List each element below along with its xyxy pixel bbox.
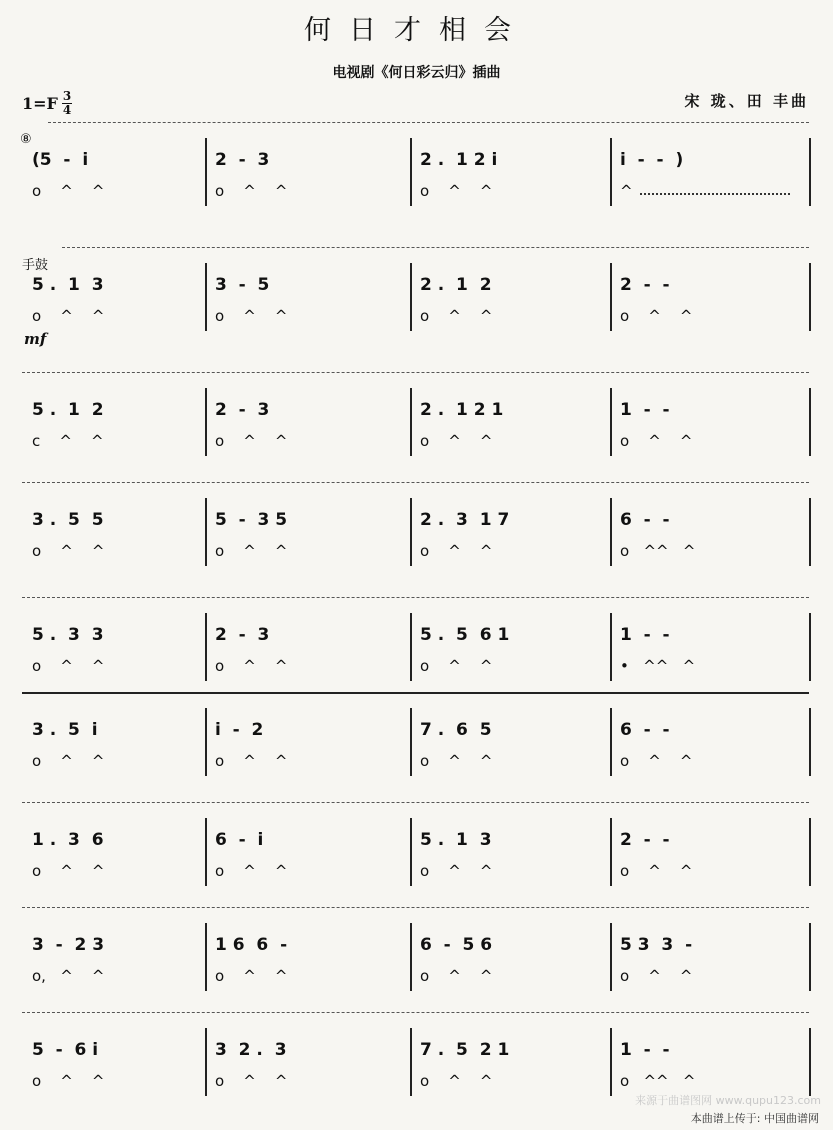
measure-strokes: o ^ ^ xyxy=(620,307,693,325)
dynamic-marking: mf xyxy=(24,330,47,348)
measure-strokes: o ^ ^ xyxy=(420,967,493,985)
measure-strokes: o ^ ^ xyxy=(32,1072,105,1090)
bar-line xyxy=(809,1028,811,1096)
measure-strokes: o ^ ^ xyxy=(215,1072,288,1090)
bar-line xyxy=(610,613,612,681)
bar-line xyxy=(809,498,811,566)
measure-strokes: o ^ ^ xyxy=(32,307,105,325)
bar-line xyxy=(205,818,207,886)
bar-line xyxy=(205,138,207,206)
measure-notes: 2 . 1 2 i xyxy=(420,150,498,170)
measure-strokes: o ^ ^ xyxy=(420,542,493,560)
bar-line xyxy=(410,923,412,991)
measure-notes: 3 - 5 xyxy=(215,275,270,295)
measure-strokes: o ^ ^ xyxy=(420,182,493,200)
bar-line xyxy=(410,263,412,331)
bar-line xyxy=(809,613,811,681)
measure-notes: 5 . 1 2 xyxy=(32,400,104,420)
measure-notes: 7 . 5 2 1 xyxy=(420,1040,510,1060)
bar-line xyxy=(410,388,412,456)
measure-strokes: o ^ ^ xyxy=(215,307,288,325)
bar-line xyxy=(809,388,811,456)
measure-strokes: o ^ ^ xyxy=(215,432,288,450)
staff-row xyxy=(22,500,812,572)
measure-strokes: o ^^ ^ xyxy=(620,542,696,560)
measure-strokes: • ^^ ^ xyxy=(620,657,696,675)
measure-notes: 1 . 3 6 xyxy=(32,830,104,850)
bar-line xyxy=(205,923,207,991)
measure-notes: 1 - - xyxy=(620,625,670,645)
key-signature xyxy=(22,90,72,117)
bar-line xyxy=(809,708,811,776)
measure-notes: 2 - - xyxy=(620,830,670,850)
measure-strokes: o ^ ^ xyxy=(215,862,288,880)
measure-strokes: c ^ ^ xyxy=(32,432,104,450)
measure-notes: 5 - 6 i xyxy=(32,1040,99,1060)
bar-line xyxy=(205,498,207,566)
measure-strokes: ^ xyxy=(620,182,633,200)
song-subtitle: 电视剧《何日彩云归》插曲 xyxy=(332,65,501,81)
bar-line xyxy=(410,138,412,206)
staff-line xyxy=(22,482,809,483)
measure-strokes: o ^ ^ xyxy=(32,182,105,200)
measure-strokes: o ^^ ^ xyxy=(620,1072,696,1090)
measure-strokes: o ^ ^ xyxy=(215,752,288,770)
measure-notes: 2 - 3 xyxy=(215,150,270,170)
bar-line xyxy=(410,498,412,566)
staff-row xyxy=(22,925,812,997)
measure-strokes: o ^ ^ xyxy=(620,862,693,880)
bar-line xyxy=(410,1028,412,1096)
staff-line xyxy=(22,907,809,908)
staff-line xyxy=(22,1012,809,1013)
staff-line xyxy=(62,247,809,248)
staff-line xyxy=(22,597,809,598)
measure-notes: i - 2 xyxy=(215,720,264,740)
measure-strokes: o ^ ^ xyxy=(215,542,288,560)
bar-line xyxy=(809,818,811,886)
measure-notes: 7 . 6 5 xyxy=(420,720,492,740)
staff-row xyxy=(22,820,812,892)
measure-notes: 2 . 3 1 7 xyxy=(420,510,510,530)
staff-row xyxy=(22,390,812,462)
measure-strokes: o ^ ^ xyxy=(32,657,105,675)
bar-line xyxy=(410,613,412,681)
measure-notes: 6 - - xyxy=(620,510,670,530)
staff-row xyxy=(22,710,812,782)
measure-strokes: o ^ ^ xyxy=(215,182,288,200)
measure-strokes: o ^ ^ xyxy=(420,1072,493,1090)
part-label: 手鼓 xyxy=(22,258,49,273)
bar-line xyxy=(809,263,811,331)
measure-notes: 6 - i xyxy=(215,830,264,850)
measure-notes: 1 - - xyxy=(620,400,670,420)
bar-line xyxy=(205,613,207,681)
measure-strokes: o ^ ^ xyxy=(620,752,693,770)
measure-strokes: o ^ ^ xyxy=(420,752,493,770)
measure-notes: 6 - - xyxy=(620,720,670,740)
bar-line xyxy=(809,138,811,206)
measure-notes: 3 - 2 3 xyxy=(32,935,105,955)
measure-notes: 5 . 1 3 xyxy=(32,275,104,295)
watermark: 来源于曲谱图网 www.qupu123.com xyxy=(635,1094,821,1107)
time-signature xyxy=(62,90,72,117)
measure-notes: (5 - i xyxy=(32,150,89,170)
measure-notes: 2 - - xyxy=(620,275,670,295)
bar-line xyxy=(610,263,612,331)
measure-strokes: o ^ ^ xyxy=(215,657,288,675)
staff-line xyxy=(22,372,809,373)
bar-line xyxy=(809,923,811,991)
measure-strokes: o ^ ^ xyxy=(620,967,693,985)
measure-notes: 1 6 6 - xyxy=(215,935,288,955)
staff-line xyxy=(22,692,809,694)
measure-notes: 5 . 5 6 1 xyxy=(420,625,510,645)
bar-line xyxy=(610,1028,612,1096)
key-label: 1=F xyxy=(22,94,58,113)
measure-notes: 3 . 5 5 xyxy=(32,510,104,530)
staff-row xyxy=(22,140,812,212)
bar-line xyxy=(610,138,612,206)
staff-line xyxy=(22,802,809,803)
measure-strokes: o ^ ^ xyxy=(420,432,493,450)
measure-strokes: o ^ ^ xyxy=(32,862,105,880)
bar-line xyxy=(610,498,612,566)
bar-line xyxy=(610,388,612,456)
staff-row xyxy=(22,265,812,337)
footer xyxy=(691,1110,819,1126)
measure-notes: 3 2 . 3 xyxy=(215,1040,287,1060)
measure-strokes: o ^ ^ xyxy=(420,657,493,675)
measure-notes: 2 . 1 2 1 xyxy=(420,400,504,420)
measure-strokes: o ^ ^ xyxy=(32,542,105,560)
bar-line xyxy=(610,708,612,776)
time-top: 3 xyxy=(62,89,72,103)
measure-notes: 6 - 5 6 xyxy=(420,935,493,955)
measure-notes: 5 3 3 - xyxy=(620,935,693,955)
bar-line xyxy=(410,708,412,776)
bar-line xyxy=(410,818,412,886)
measure-strokes: o ^ ^ xyxy=(32,752,105,770)
composer-credit: 宋 珑、田 丰曲 xyxy=(684,92,809,110)
measure-strokes: o ^ ^ xyxy=(420,307,493,325)
measure-notes: 1 - - xyxy=(620,1040,670,1060)
measure-notes: 5 . 1 3 xyxy=(420,830,492,850)
staff-line xyxy=(48,122,809,123)
footer-text: 本曲谱上传于: 中国曲谱网 xyxy=(690,1112,819,1125)
measure-notes: 5 . 3 3 xyxy=(32,625,104,645)
measure-strokes: o ^ ^ xyxy=(620,432,693,450)
measure-notes: 2 - 3 xyxy=(215,625,270,645)
measure-notes: 3 . 5 i xyxy=(32,720,98,740)
bar-line xyxy=(610,818,612,886)
intro-marker: ⑧ xyxy=(20,132,32,147)
measure-notes: 2 . 1 2 xyxy=(420,275,492,295)
time-bottom: 4 xyxy=(62,103,72,117)
measure-strokes: o ^ ^ xyxy=(420,862,493,880)
measure-strokes: o ^ ^ xyxy=(215,967,288,985)
measure-notes: 5 - 3 5 xyxy=(215,510,288,530)
bar-line xyxy=(205,263,207,331)
song-title: 何日才相会 xyxy=(304,15,529,46)
bar-line xyxy=(205,388,207,456)
measure-notes: 2 - 3 xyxy=(215,400,270,420)
measure-strokes: o, ^ ^ xyxy=(32,967,105,985)
staff-row xyxy=(22,615,812,687)
bar-line xyxy=(205,708,207,776)
bar-line xyxy=(610,923,612,991)
tremolo-line xyxy=(640,187,790,195)
measure-notes: i - - ) xyxy=(620,150,684,170)
bar-line xyxy=(205,1028,207,1096)
